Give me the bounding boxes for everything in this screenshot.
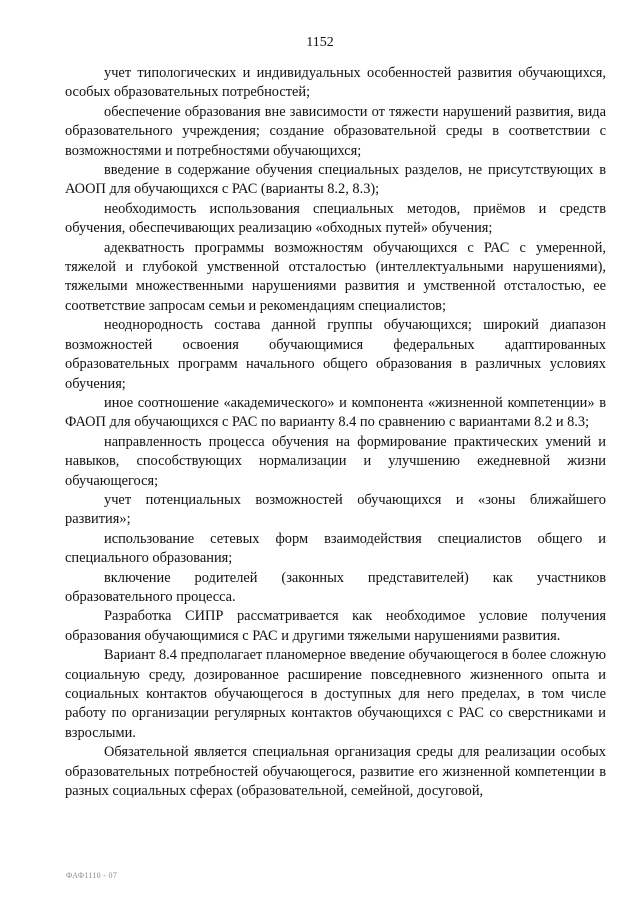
footer-code: ФАФ1110 - 07 xyxy=(66,871,118,880)
paragraph: необходимость использования специальных методов, приёмов и средств обучения, обеспечивающих реализацию «обходных путей» обучения; xyxy=(65,200,606,237)
paragraph: учет потенциальных возможностей обучающихся и «зоны ближайшего развития»; xyxy=(65,491,606,528)
paragraph: Разработка СИПР рассматривается как необходимое условие получения образования обучающимися с РАС и другими тяжелыми нарушениями развития. xyxy=(65,608,606,644)
paragraph: Вариант 8.4 предполагает планомерное введение обучающегося в более сложную социальную среду, дозированное расширение повседневного жизненного опыта и социальных контактов обучающегося в доступных для него пределах, в том числе работу по организации регулярных контактов обучающихся с РАС со сверстниками и взрослыми. xyxy=(65,647,606,741)
paragraph: использование сетевых форм взаимодействия специалистов общего и специального образования; xyxy=(65,530,606,567)
paragraph: иное соотношение «академического» и компонента «жизненной компетенции» в ФАОП для обучающихся с РАС по варианту 8.4 по сравнению с вариантами 8.2 и 8.3; xyxy=(65,394,606,431)
paragraph: обеспечение образования вне зависимости от тяжести нарушений развития, вида образовательного учреждения; создание образовательной среды в соответствии с возможностями и потребностями обучающихся; xyxy=(65,103,606,159)
paragraph: учет типологических и индивидуальных особенностей развития обучающихся, особых образовательных потребностей; xyxy=(65,65,606,101)
paragraph: направленность процесса обучения на формирование практических умений и навыков, способствующих нормализации и улучшению ежедневной жизни обучающегося; xyxy=(65,433,606,489)
page-number: 1152 xyxy=(306,35,334,50)
paragraph: Обязательной является специальная организация среды для реализации особых образовательных потребностей обучающегося, развитие его жизненной компетенции в разных социальных сферах (образовательной, семейной, досуговой, xyxy=(65,744,606,800)
paragraph: введение в содержание обучения специальных разделов, не присутствующих в АООП для обучающихся с РАС (варианты 8.2, 8.3); xyxy=(65,162,606,198)
document-body xyxy=(65,64,606,801)
paragraph: включение родителей (законных представителей) как участников образовательного процесса. xyxy=(65,569,606,605)
paragraph: неоднородность состава данной группы обучающихся; широкий диапазон возможностей освоения обучающимися федеральных адаптированных образовательных программ начального общего образования в различных условиях обучения; xyxy=(65,317,606,392)
paragraph: адекватность программы возможностям обучающихся с РАС с умеренной, тяжелой и глубокой умственной отсталостью (интеллектуальными нарушениями), тяжелыми множественными нарушениями развития и умственной отсталостью, ее соответствие запросам семьи и рекомендациям специалистов; xyxy=(65,239,606,314)
